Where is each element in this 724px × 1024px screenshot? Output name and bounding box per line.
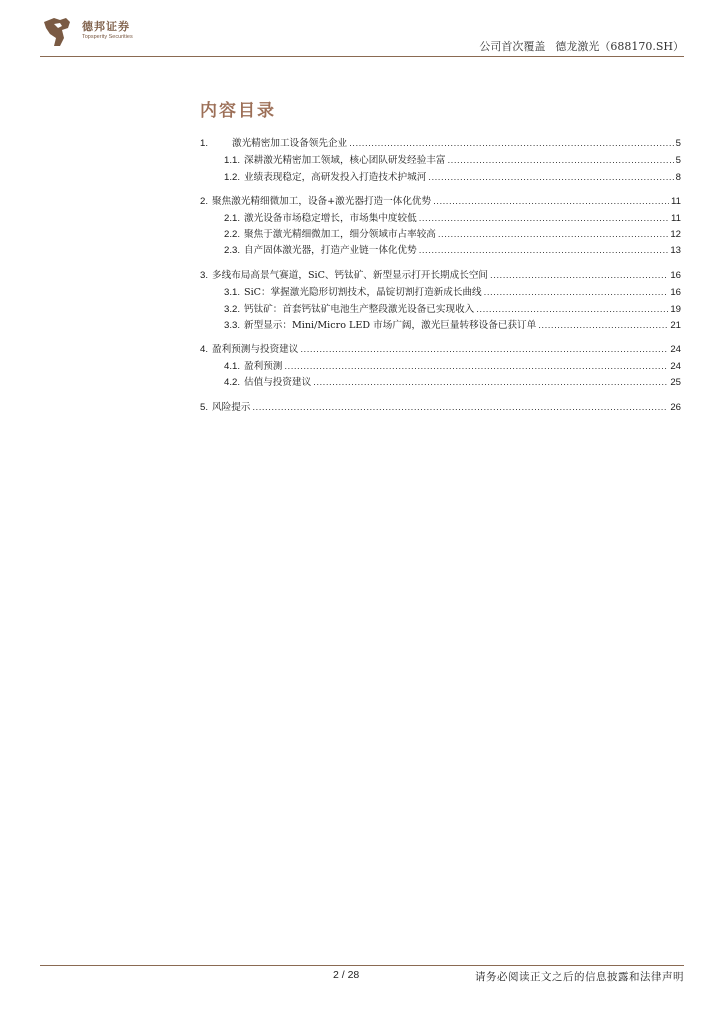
toc-leader-dots [438,229,668,241]
toc-leader-dots [490,270,668,282]
toc-entry-text: 多线布局高景气赛道，SiC、钙钛矿、新型显示打开长期成长空间 [212,270,489,281]
toc-leader-dots [300,344,668,356]
toc-entry-text: 风险提示 [212,402,251,413]
toc-entry-4-1[interactable] [224,361,681,373]
company-logo [40,14,140,50]
toc-leader-dots [476,304,668,316]
report-type: 公司首次覆盖 [479,40,546,53]
toc-entry-3-3[interactable] [224,320,681,332]
toc-entry-page: 13 [670,245,681,256]
company-ticker: 德龙激光（688170.SH） [555,40,684,53]
toc-entry-text: 盈利预测与投资建议 [212,344,299,355]
toc-entry-page: 26 [670,402,681,413]
toc-entry-number: 1. [200,138,209,149]
toc-entry-text: 新型显示：Mini/Micro LED 市场广阔，激光巨量转移设备已获订单 [244,320,537,331]
toc-entry-1-2[interactable] [224,172,681,184]
toc-entry-text: 钙钛矿：首套钙钛矿电池生产整段激光设备已实现收入 [244,304,475,315]
toc-leader-dots [313,377,668,389]
toc-entry-number: 3.1. [224,287,241,298]
page-indicator: 2 / 28 [333,969,360,981]
toc-entry-number: 1.1. [224,155,241,166]
toc-entry-text: 聚焦于激光精细微加工，细分领域市占率较高 [244,229,436,240]
header-report-info [479,38,684,54]
toc-entry-number: 2.1. [224,213,241,224]
toc-entry-number: 2.3. [224,245,241,256]
toc-leader-dots [252,402,668,414]
toc-leader-dots [433,196,669,208]
toc-entry-2[interactable] [200,196,681,208]
toc-leader-dots [419,245,669,257]
toc-entry-page: 11 [671,213,681,224]
toc-leader-dots [538,320,668,332]
logo-chinese-name: 德邦证券 [82,20,130,33]
logo-english-name: Topsperity Securities [82,34,133,40]
toc-entry-text: 估值与投资建议 [244,377,312,388]
toc-entry-4[interactable] [200,344,681,356]
footer-divider [40,965,684,966]
toc-entry-text: 业绩表现稳定，高研发投入打造技术护城河 [244,172,427,183]
toc-entry-number: 2. [200,196,209,207]
toc-leader-dots [349,138,674,150]
toc-leader-dots [428,172,673,184]
toc-entry-1-1[interactable] [224,155,681,167]
toc-entry-text: 激光精密加工设备领先企业 [232,138,348,149]
toc-entry-page: 11 [671,196,681,207]
toc-entry-text: 激光设备市场稳定增长，市场集中度较低 [244,213,417,224]
toc-entry-number: 1.2. [224,172,241,183]
toc-entry-page: 24 [670,361,681,372]
toc-entry-number: 3. [200,270,209,281]
footer-disclaimer: 请务必阅读正文之后的信息披露和法律声明 [475,971,684,983]
toc-entry-2-3[interactable] [224,245,681,257]
toc-entry-page: 21 [670,320,681,331]
logo-mark-icon [40,14,76,50]
toc-entry-3-2[interactable] [224,304,681,316]
toc-entry-number: 3.3. [224,320,241,331]
toc-entry-3[interactable] [200,270,681,282]
toc-entry-text: 盈利预测 [244,361,283,372]
toc-entry-2-1[interactable] [224,213,681,225]
toc-entry-page: 5 [675,155,681,166]
toc-entry-4-2[interactable] [224,377,681,389]
toc-leader-dots [419,213,669,225]
toc-entry-page: 25 [670,377,681,388]
page-header [0,0,724,60]
toc-entry-number: 5. [200,402,209,413]
toc-entry-number: 4.2. [224,377,241,388]
toc-entry-number: 4.1. [224,361,241,372]
toc-entry-3-1[interactable] [224,287,681,299]
toc-entry-number: 4. [200,344,209,355]
toc-entry-5[interactable] [200,402,681,414]
toc-entry-page: 16 [670,287,681,298]
toc-title: 内容目录 [200,101,276,121]
toc-leader-dots [447,155,673,167]
toc-entry-page: 16 [670,270,681,281]
toc-entry-text: SiC：掌握激光隐形切割技术，晶锭切割打造新成长曲线 [244,287,482,298]
toc-leader-dots [284,361,668,373]
toc-entry-page: 5 [675,138,681,149]
toc-entry-text: 自产固体激光器，打造产业链一体化优势 [244,245,417,256]
toc-entry-page: 24 [670,344,681,355]
toc-leader-dots [484,287,669,299]
toc-entry-text: 深耕激光精密加工领域，核心团队研发经验丰富 [244,155,446,166]
toc-entry-text: 聚焦激光精细微加工，设备+激光器打造一体化优势 [212,196,432,207]
toc-entry-page: 12 [670,229,681,240]
header-divider [40,56,684,57]
toc-entry-number: 3.2. [224,304,241,315]
toc-entry-page: 8 [675,172,681,183]
toc-entry-1[interactable] [200,138,681,150]
toc-entry-2-2[interactable] [224,229,681,241]
toc-entry-number: 2.2. [224,229,241,240]
toc-entry-page: 19 [670,304,681,315]
